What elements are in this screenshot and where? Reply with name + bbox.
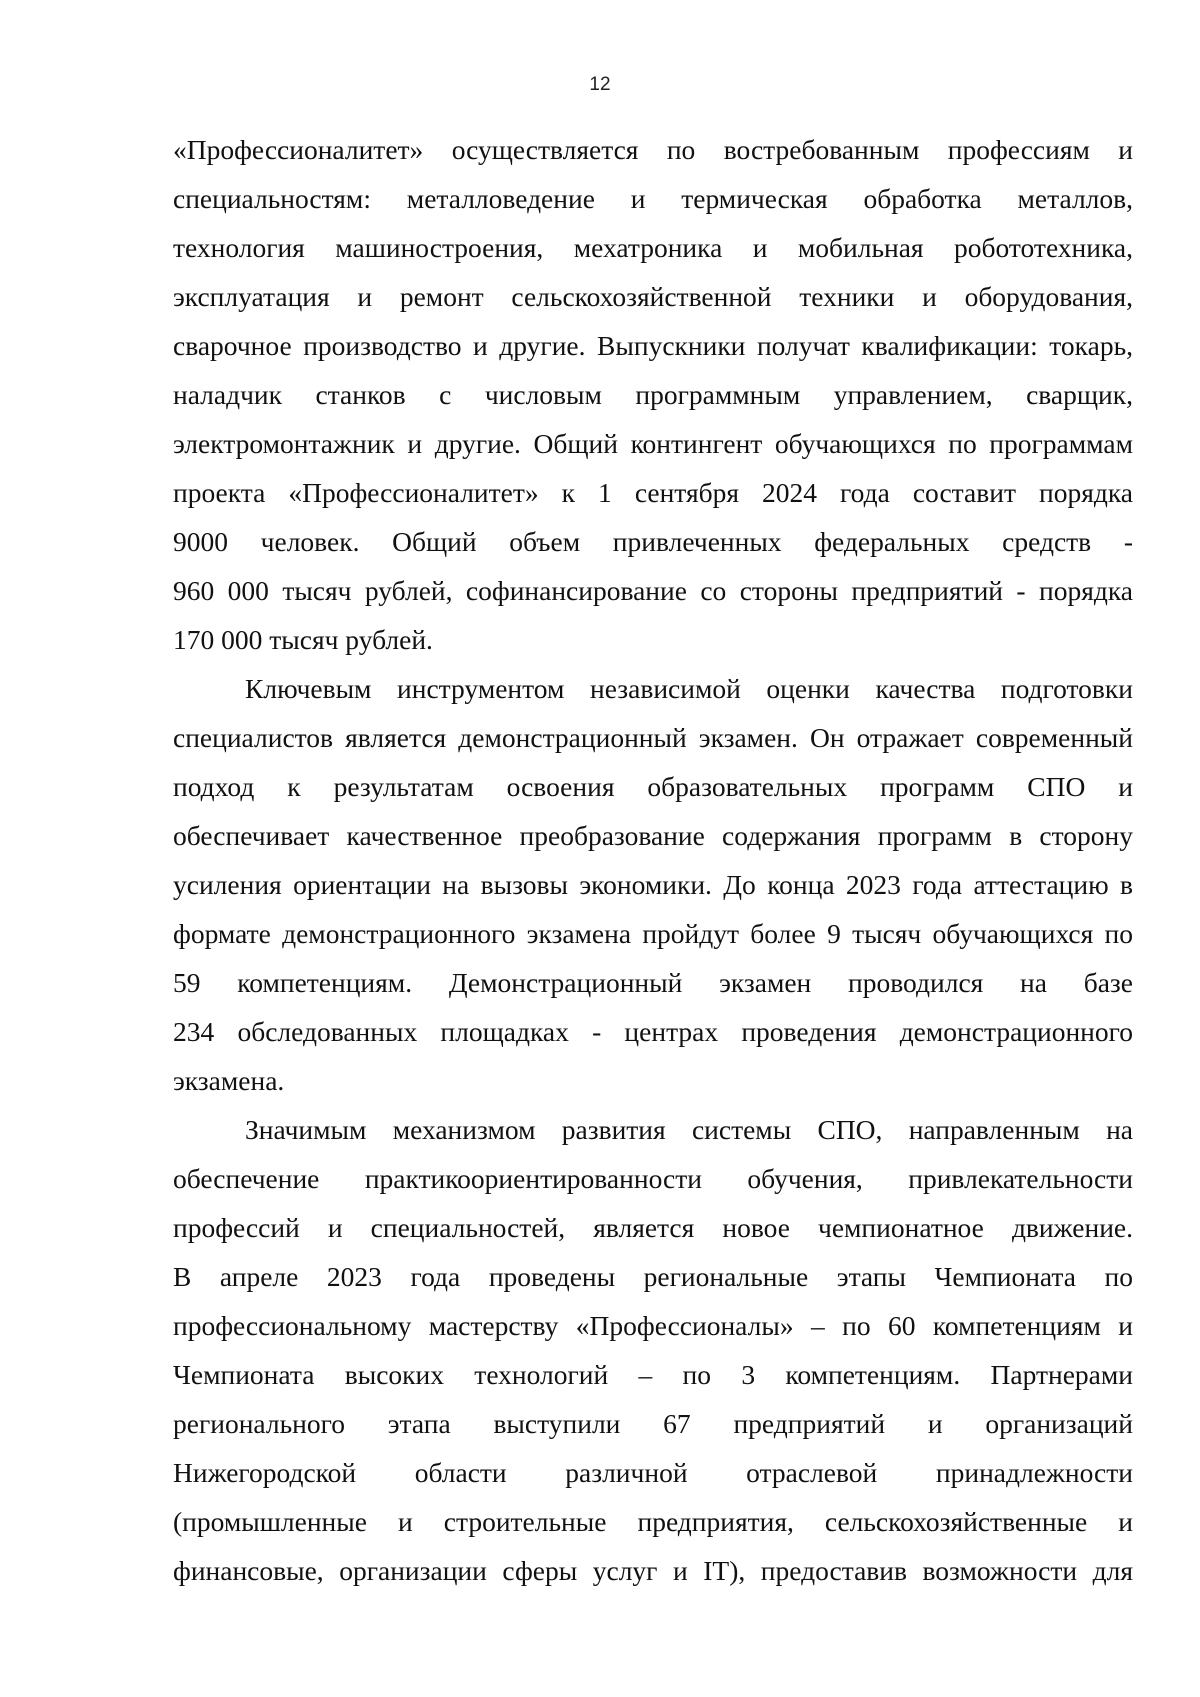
text-line: 9000 человек. Общий объем привлеченных федеральных средств - [173,526,1133,557]
paragraph [173,125,1133,664]
text-line: сварочное производство и другие. Выпускники получат квалификации: токарь, [173,330,1133,361]
text-line: экзамена. [173,1065,285,1096]
text-line: эксплуатация и ремонт сельскохозяйственной техники и оборудования, [173,281,1133,312]
text-line: 59 компетенциям. Демонстрационный экзамен проводился на базе [173,967,1133,998]
text-line: «Профессионалитет» осуществляется по востребованным профессиям и [173,134,1133,165]
text-line: обеспечивает качественное преобразование содержания программ в сторону [173,820,1133,851]
text-line: Нижегородской области различной отраслевой принадлежности [173,1457,1133,1488]
text-line: обеспечение практикоориентированности обучения, привлекательности [173,1163,1133,1194]
text-line: профессиональному мастерству «Профессионалы» – по 60 компетенциям и [173,1310,1133,1341]
text-line: усиления ориентации на вызовы экономики. До конца 2023 года аттестацию в [173,869,1133,900]
text-line: технология машиностроения, мехатроника и мобильная робототехника, [173,232,1133,263]
text-line: специалистов является демонстрационный экзамен. Он отражает современный [173,722,1133,753]
text-line: регионального этапа выступили 67 предприятий и организаций [173,1408,1133,1439]
text-line: Значимым механизмом развития системы СПО, направленным на [245,1114,1133,1145]
text-line: 234 обследованных площадках - центрах проведения демонстрационного [173,1016,1133,1047]
paragraph [173,664,1133,1105]
text-line: формате демонстрационного экзамена пройдут более 9 тысяч обучающихся по [173,918,1133,949]
text-line: Чемпионата высоких технологий – по 3 компетенциям. Партнерами [173,1359,1133,1390]
text-line: профессий и специальностей, является новое чемпионатное движение. [173,1212,1133,1243]
text-line: специальностям: металловедение и термическая обработка металлов, [173,183,1133,214]
text-line: наладчик станков с числовым программным управлением, сварщик, [173,379,1133,410]
text-line: 960 000 тысяч рублей, софинансирование со стороны предприятий - порядка [173,575,1133,606]
text-line: проекта «Профессионалитет» к 1 сентября 2024 года составит порядка [173,477,1133,508]
paragraph [173,1105,1133,1595]
body-text [173,125,1133,1595]
text-line: финансовые, организации сферы услуг и IT), предоставив возможности для [173,1555,1133,1586]
text-line: подход к результатам освоения образовательных программ СПО и [173,771,1133,802]
text-line: электромонтажник и другие. Общий контингент обучающихся по программам [173,428,1133,459]
text-line: В апреле 2023 года проведены региональные этапы Чемпионата по [173,1261,1133,1292]
text-line: (промышленные и строительные предприятия, сельскохозяйственные и [173,1506,1133,1537]
text-line: 170 000 тысяч рублей. [173,624,433,655]
text-line: Ключевым инструментом независимой оценки качества подготовки [245,673,1133,704]
page-number: 12 [589,74,611,95]
